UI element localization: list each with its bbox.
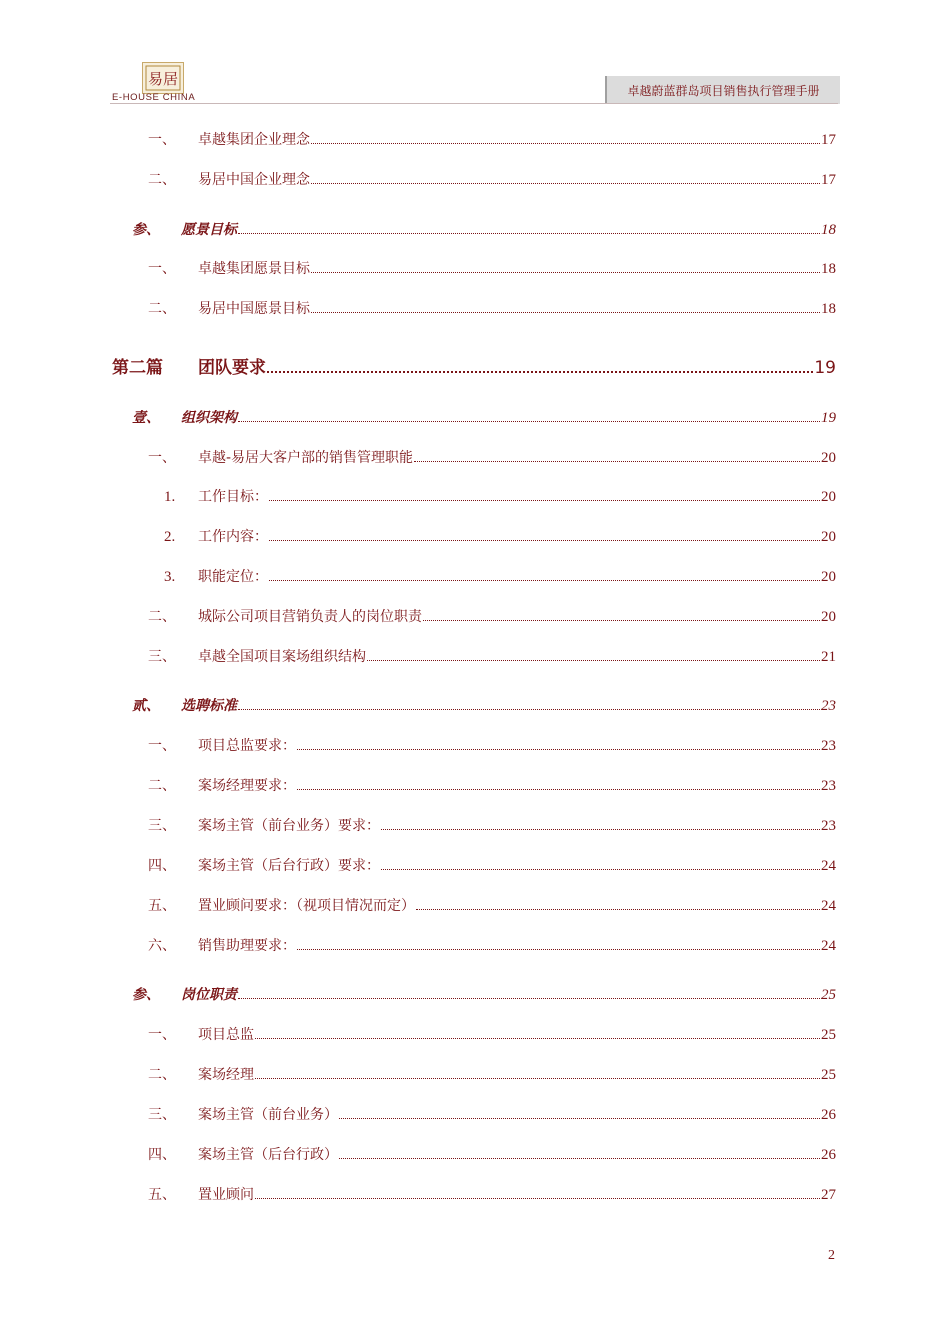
toc-entry[interactable] [132,985,836,1005]
toc-entry-title: 项目总监要求： [198,738,296,754]
toc-leader-dots [339,1118,820,1119]
toc-entry[interactable] [132,696,836,716]
toc-entry[interactable] [164,567,836,587]
toc-entry-title: 团队要求 [198,358,266,378]
toc-leader-dots [311,312,820,313]
toc-entry[interactable] [148,896,836,916]
toc-entry-number: 一、 [148,1027,176,1043]
toc-entry-page: 24 [821,898,836,914]
toc-leader-dots [269,580,820,581]
toc-entry-page: 24 [821,938,836,954]
toc-entry[interactable] [148,448,836,468]
toc-entry-number: 壹、 [132,410,160,426]
toc-entry-number: 参、 [132,222,160,238]
svg-text:易居: 易居 [147,70,179,88]
toc-entry-number: 五、 [148,1187,176,1203]
toc-leader-dots [269,540,820,541]
toc-entry[interactable] [148,816,836,836]
toc-entry-number: 二、 [148,301,176,317]
toc-entry-number: 四、 [148,1147,176,1163]
toc-entry-number: 一、 [148,132,176,148]
toc-entry-title: 卓越集团企业理念 [198,132,310,148]
toc-entry[interactable] [148,1065,836,1085]
toc-entry-number: 四、 [148,858,176,874]
toc-entry-title: 城际公司项目营销负责人的岗位职责 [198,609,422,625]
toc-entry-title: 卓越-易居大客户部的销售管理职能 [198,450,414,466]
toc-entry-page: 18 [821,261,836,277]
toc-entry-page: 25 [821,1027,836,1043]
toc-entry-page: 20 [821,450,836,466]
toc-entry-title: 职能定位： [198,569,268,585]
toc-entry[interactable] [148,856,836,876]
document-title: 卓越蔚蓝群岛项目销售执行管理手册 [627,83,820,98]
toc-entry[interactable] [148,647,836,667]
toc-entry-page: 17 [821,172,836,188]
toc-entry[interactable] [148,1025,836,1045]
toc-entry-title: 组织架构 [181,410,237,426]
toc-entry-title: 案场经理 [198,1067,254,1083]
toc-entry-page: 23 [821,698,836,714]
toc-entry-page: 23 [821,738,836,754]
toc-entry-page: 26 [821,1107,836,1123]
toc-entry-title: 易居中国企业理念 [198,172,310,188]
toc-leader-dots [367,660,820,661]
toc-entry-page: 18 [821,301,836,317]
toc-entry-number: 二、 [148,609,176,625]
toc-entry-title: 愿景目标 [181,222,237,238]
toc-entry-title: 案场主管（前台业务） [198,1107,338,1123]
page-number: 2 [828,1248,835,1263]
toc-entry-page: 21 [821,649,836,665]
toc-leader-dots [311,183,820,184]
toc-entry-number: 二、 [148,172,176,188]
toc-entry-page: 19 [821,410,836,426]
toc-entry[interactable] [148,1105,836,1125]
toc-leader-dots [339,1158,820,1159]
toc-entry-page: 26 [821,1147,836,1163]
toc-entry-page: 23 [821,818,836,834]
toc-entry-number: 五、 [148,898,176,914]
toc-leader-dots [381,869,820,870]
header-divider [110,103,838,104]
toc-entry-title: 置业顾问 [198,1187,254,1203]
toc-leader-dots [267,371,813,373]
toc-entry-number: 3. [164,569,176,585]
toc-entry[interactable] [148,1145,836,1165]
toc-entry-page: 27 [821,1187,836,1203]
logo-mark [142,62,184,94]
toc-entry-title: 卓越全国项目案场组织结构 [198,649,366,665]
toc-entry-title: 选聘标准 [181,698,237,714]
toc-entry-title: 案场主管（后台行政） [198,1147,338,1163]
toc-leader-dots [238,709,820,710]
toc-entry-number: 三、 [148,818,176,834]
toc-entry-number: 1. [164,489,176,505]
toc-entry-page: 25 [821,987,836,1003]
toc-entry-page: 25 [821,1067,836,1083]
toc-entry-page: 18 [821,222,836,238]
toc-leader-dots [311,143,820,144]
document-title-bar [605,76,840,104]
toc-entry-number: 贰、 [132,698,160,714]
toc-leader-dots [416,909,820,910]
toc-entry[interactable] [148,936,836,956]
toc-leader-dots [297,949,820,950]
toc-leader-dots [297,789,820,790]
toc-leader-dots [238,998,820,999]
toc-entry-page: 19 [814,358,836,378]
toc-leader-dots [255,1078,820,1079]
toc-entry[interactable] [148,607,836,627]
toc-entry-title: 卓越集团愿景目标 [198,261,310,277]
toc-entry-title: 易居中国愿景目标 [198,301,310,317]
toc-entry-number: 三、 [148,1107,176,1123]
logo-text: E-HOUSE CHINA [112,92,196,103]
toc-leader-dots [255,1038,820,1039]
toc-entry-title: 案场主管（前台业务）要求： [198,818,380,834]
toc-leader-dots [311,272,820,273]
toc-leader-dots [238,233,820,234]
toc-entry[interactable] [132,220,836,240]
toc-entry-page: 20 [821,569,836,585]
toc-entry-title: 销售助理要求： [198,938,296,954]
toc-leader-dots [381,829,820,830]
toc-entry-number: 参、 [132,987,160,1003]
toc-entry-number: 一、 [148,738,176,754]
toc-entry-title: 工作目标： [198,489,268,505]
toc-entry[interactable] [132,408,836,428]
toc-entry-title: 项目总监 [198,1027,254,1043]
toc-leader-dots [423,620,820,621]
toc-entry-number: 二、 [148,778,176,794]
toc-entry-number: 2. [164,529,176,545]
toc-entry-number: 三、 [148,649,176,665]
toc-entry-number: 一、 [148,450,176,466]
toc-leader-dots [269,500,820,501]
toc-entry-number: 一、 [148,261,176,277]
toc-entry[interactable] [164,527,836,547]
toc-entry-page: 23 [821,778,836,794]
toc-leader-dots [414,461,820,462]
toc-entry[interactable] [148,1185,836,1205]
toc-entry-title: 案场经理要求： [198,778,296,794]
toc-entry-number: 六、 [148,938,176,954]
toc-entry[interactable] [164,487,836,507]
toc-leader-dots [297,749,820,750]
toc-entry-page: 17 [821,132,836,148]
toc-entry-title: 岗位职责 [181,987,237,1003]
toc-entry[interactable] [112,356,836,380]
toc-entry[interactable] [148,736,836,756]
toc-leader-dots [255,1198,820,1199]
toc-entry-page: 20 [821,529,836,545]
toc-entry[interactable] [148,170,836,190]
toc-entry-number: 二、 [148,1067,176,1083]
company-logo [110,62,230,104]
toc-entry[interactable] [148,130,836,150]
toc-entry-page: 24 [821,858,836,874]
toc-entry[interactable] [148,776,836,796]
logo-glyph-icon [145,65,181,91]
toc-entry-title: 案场主管（后台行政）要求： [198,858,380,874]
toc-entry-title: 工作内容： [198,529,268,545]
toc-entry[interactable] [148,299,836,319]
toc-entry-number: 第二篇 [112,358,163,378]
toc-entry-page: 20 [821,609,836,625]
toc-leader-dots [238,421,820,422]
toc-entry-title: 置业顾问要求：（视项目情况而定） [198,898,415,914]
toc-entry[interactable] [148,259,836,279]
toc-entry-page: 20 [821,489,836,505]
